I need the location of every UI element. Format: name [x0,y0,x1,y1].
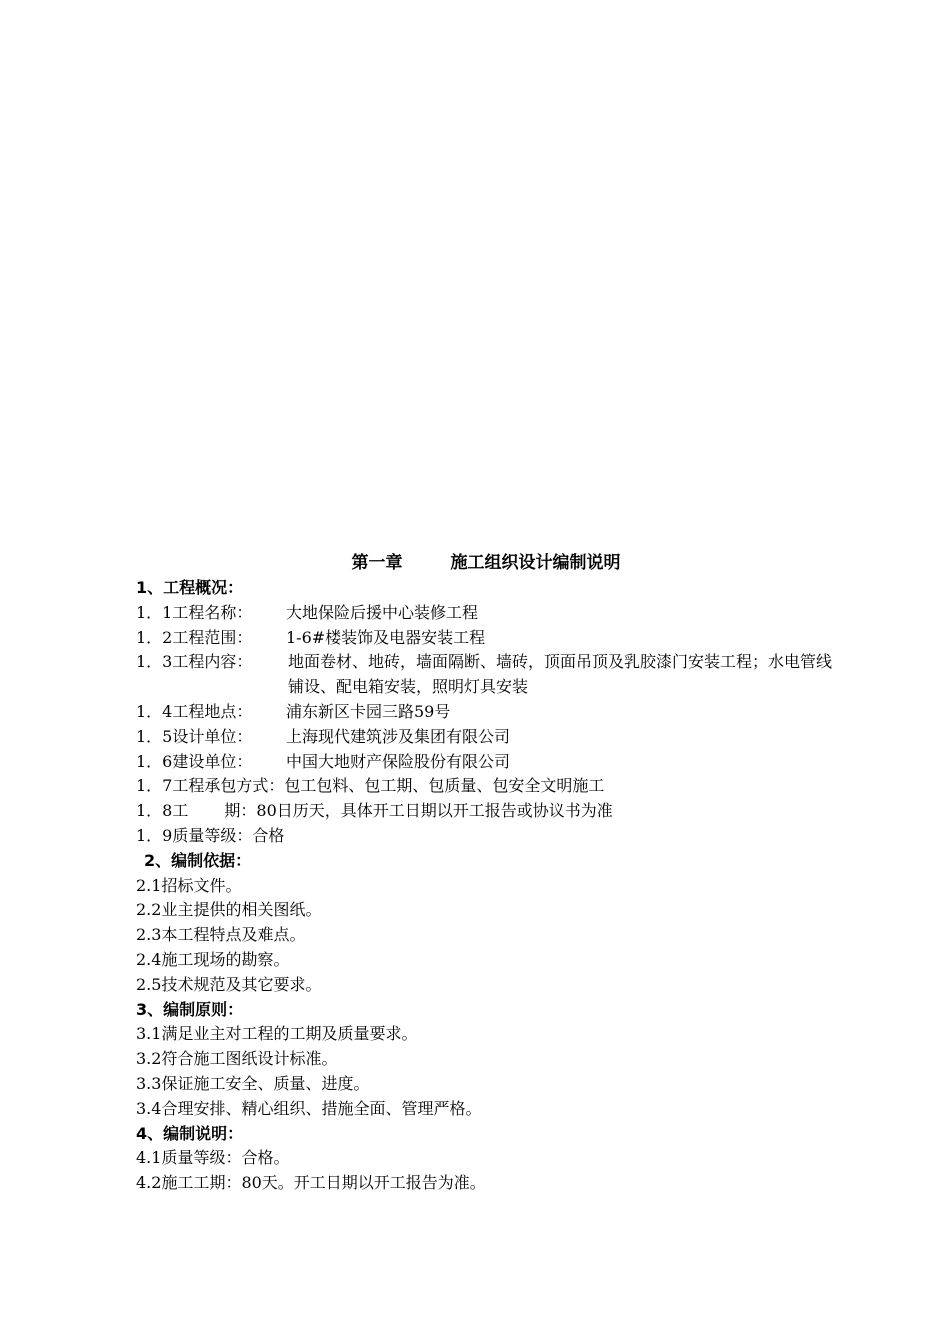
overview-item-duration [136,799,856,824]
overview-item-quality [136,824,856,849]
list-item: 4.1质量等级：合格。 [136,1148,290,1168]
item-value: 上海现代建筑涉及集团有限公司 [286,726,511,746]
item-label: 1．7工程承包方式： [136,776,285,796]
section-heading-basis: 2、编制依据： [144,850,252,870]
item-value: 合格 [252,825,285,845]
item-label: 1．2工程范围： [136,627,253,647]
overview-item-location [136,700,856,725]
item-label: 1．8工 [136,801,189,821]
item-label-suffix: 期： [224,801,257,821]
list-item: 2.4施工现场的勘察。 [136,949,290,969]
item-label: 1．9质量等级： [136,825,253,845]
item-value: 中国大地财产保险股份有限公司 [286,751,511,771]
list-item: 3.4合理安排、精心组织、措施全面、管理严格。 [136,1098,482,1118]
list-item: 3.1满足业主对工程的工期及质量要求。 [136,1024,418,1044]
list-item: 2.5技术规范及其它要求。 [136,974,322,994]
list-item: 2.1招标文件。 [136,875,242,895]
item-value: 1-6#楼装饰及电器安装工程 [286,627,486,647]
chapter-title-text: 施工组织设计编制说明 [450,553,621,573]
section-heading-notes: 4、编制说明： [136,1123,244,1143]
overview-item-scope [136,626,856,651]
list-item: 3.2符合施工图纸设计标准。 [136,1049,338,1069]
document-body [136,576,856,1196]
overview-item-name [136,601,856,626]
chapter-title [0,551,950,575]
chapter-number: 第一章 [351,553,403,573]
overview-item-contract [136,774,856,799]
item-value: 浦东新区卡园三路59号 [286,701,451,721]
list-item: 2.2业主提供的相关图纸。 [136,900,322,920]
item-value: 地面卷材、地砖，墙面隔断、墙砖，顶面吊顶及乳胶漆门安装工程；水电管线铺设、配电箱安装，照明灯具安装 [288,652,833,697]
item-label: 1．4工程地点： [136,701,253,721]
section-heading-overview: 1、工程概况： [136,578,244,597]
item-label: 1．6建设单位： [136,751,253,771]
overview-item-content [136,650,856,700]
list-item: 3.3保证施工安全、质量、进度。 [136,1073,370,1093]
item-value: 包工包料、包工期、包质量、包安全文明施工 [284,776,605,796]
list-item: 2.3本工程特点及难点。 [136,925,306,945]
item-label: 1．1工程名称： [136,602,253,622]
list-item: 4.2施工工期：80天。开工日期以开工报告为准。 [136,1173,486,1193]
section-heading-principles: 3、编制原则： [136,999,244,1019]
overview-item-owner [136,750,856,775]
overview-item-designer [136,725,856,750]
item-value: 大地保险后援中心装修工程 [286,602,479,622]
item-label: 1．3工程内容： [136,652,253,672]
item-label: 1．5设计单位： [136,726,253,746]
item-value: 80日历天，具体开工日期以开工报告或协议书为准 [256,801,613,821]
